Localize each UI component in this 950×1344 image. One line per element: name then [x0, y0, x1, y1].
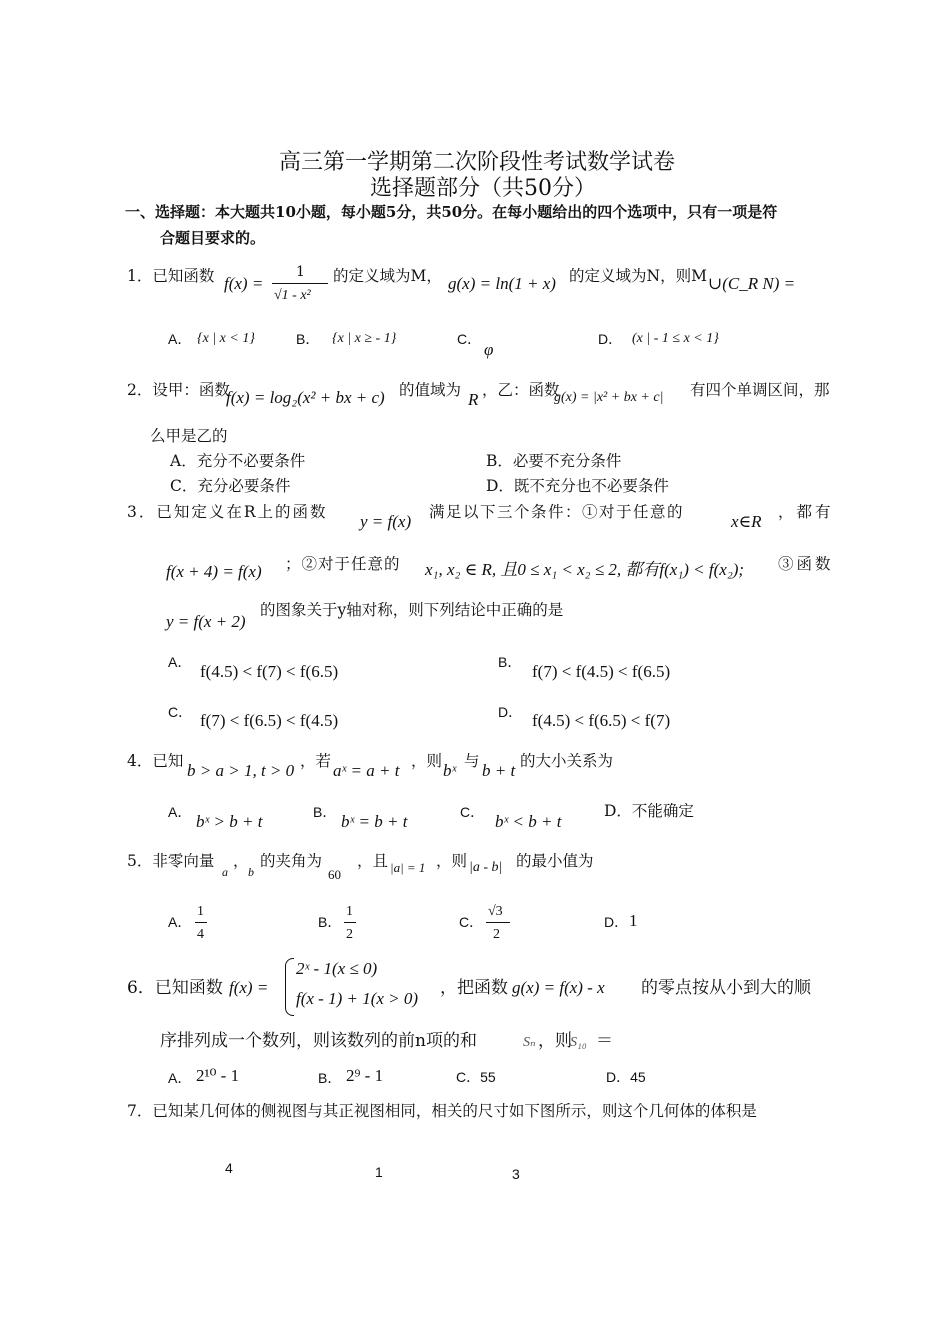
q3-option-c: f(7) < f(6.5) < f(4.5) [200, 711, 339, 730]
q2-range: R [468, 390, 479, 409]
q5-vector-b: b [248, 865, 254, 879]
q2-option-b: B．必要不充分条件 [486, 452, 622, 470]
q4-cond: b > a > 1, t > 0 [187, 761, 295, 780]
q1-fx: f(x) = [224, 274, 264, 293]
q1-option-a-label: A． [168, 331, 192, 347]
q7-dim-1: 1 [375, 1164, 383, 1180]
q4-eq: aˣ = a + t [333, 761, 400, 780]
q3-option-d-label: D． [498, 704, 523, 720]
q5-option-a-frac-line [195, 922, 207, 923]
q2-gx: g(x) = |x² + bx + c| [554, 390, 664, 405]
q1-set-expr: ∪(C_R N) = [708, 274, 796, 293]
q4-option-a: bˣ > b + t [196, 812, 263, 831]
q5-option-c-label: C． [459, 914, 484, 930]
q5-option-d-label: D． [604, 914, 629, 930]
q4-option-d: D．不能确定 [604, 802, 694, 820]
q6-equals: ＝ [596, 1031, 613, 1051]
q1-stem-mid: 的定义域为M， [333, 267, 442, 285]
q7-dim-3: 3 [512, 1166, 520, 1182]
q5-option-c-den: 2 [493, 927, 500, 942]
q2-stem-mid2: ，乙：函数 [482, 381, 560, 399]
q6-gx: g(x) = f(x) - x [512, 978, 605, 997]
q5-option-b-num: 1 [346, 904, 353, 919]
q2-stem-post: 有四个单调区间，那 [690, 381, 830, 399]
q5-expr: |a - b| [469, 860, 503, 875]
q6-option-b: 2⁹ - 1 [346, 1066, 384, 1085]
section-instructions-line1: 一、选择题：本大题共10小题，每小题5分，共50分。在每小题给出的四个选项中，只有一项是符 [125, 203, 778, 221]
q7-stem: 7．已知某几何体的侧视图与其正视图相同，相关的尺寸如下图所示，则这个几何体的体积是 [127, 1102, 757, 1120]
q6-stem-post: 的零点按从小到大的顺 [641, 978, 811, 998]
q3-yf: y = f(x) [360, 512, 412, 531]
q1-option-a: {x | x < 1} [197, 331, 255, 346]
q5-option-c-num: √3 [488, 904, 503, 919]
q5-comma: ， [233, 852, 249, 870]
q6-Sn: Sₙ [523, 1035, 536, 1050]
q1-option-c: φ [484, 340, 494, 359]
section-instructions-line2: 合题目要求的。 [160, 229, 266, 247]
q5-option-c-frac-line [486, 922, 510, 923]
q5-stem-post: 的最小值为 [516, 852, 594, 870]
q1-gx: g(x) = ln(1 + x) [448, 274, 556, 293]
q6-brace [285, 958, 294, 1016]
q3-option-b: f(7) < f(4.5) < f(6.5) [532, 662, 671, 681]
q5-option-a-den: 4 [197, 927, 204, 942]
q1-option-c-label: C． [457, 331, 482, 347]
q3-option-b-label: B． [498, 654, 522, 670]
q4-bx: bˣ [443, 761, 457, 780]
q6-stem-line2: 序排列成一个数列，则该数列的前n项的和 [160, 1031, 477, 1051]
q5-angle: 60 [328, 867, 341, 882]
q3-xR: x∈R [731, 512, 762, 531]
q3-stem-pre: 3．已知定义在R上的函数 [127, 503, 328, 521]
q6-option-b-label: B． [318, 1070, 342, 1086]
q5-stem-pre: 5．非零向量 [127, 852, 215, 870]
q5-vector-a: a [222, 865, 228, 879]
q3-stem-mid: 满足以下三个条件：①对于任意的 [429, 503, 685, 521]
q3-yf2: y = f(x + 2) [166, 612, 246, 631]
q1-frac-line [272, 283, 328, 284]
q3-option-d: f(4.5) < f(6.5) < f(7) [532, 711, 671, 730]
q5-option-a-label: A． [168, 914, 192, 930]
q4-option-c: bˣ < b + t [495, 812, 562, 831]
q5-option-d: 1 [629, 911, 638, 930]
q4-stem-yu: 与 [464, 752, 480, 770]
q6-option-a: 2¹⁰ - 1 [196, 1066, 240, 1085]
q4-option-b-label: B． [313, 804, 337, 820]
q1-frac-den: √1 - x² [274, 288, 311, 303]
q1-option-d-label: D． [598, 331, 623, 347]
q3-option-a: f(4.5) < f(7) < f(6.5) [200, 662, 339, 681]
q2-stem-mid: 的值域为 [399, 381, 462, 399]
q5-norm: |a| = 1 [390, 860, 426, 875]
q5-option-b-label: B． [318, 914, 342, 930]
q5-stem-mid2: ，且 [357, 852, 389, 870]
q2-stem-pre: 2．设甲：函数 [127, 381, 230, 399]
q4-stem-post: 的大小关系为 [520, 752, 614, 770]
q2-option-c: C．充分必要条件 [170, 477, 291, 495]
q4-stem-pre: 4．已知 [127, 752, 184, 770]
q1-stem-post: 的定义域为N，则M [569, 267, 707, 285]
q6-stem-pre: 6．已知函数 [127, 978, 223, 998]
q6-option-c: C．55 [456, 1069, 496, 1085]
q3-stem-line3: 的图象关于y轴对称，则下列结论中正确的是 [260, 601, 564, 619]
q5-stem-mid3: ，则 [436, 852, 468, 870]
q4-stem-mid2: ，则 [411, 752, 443, 770]
q3-stem-post: ，都有 [778, 503, 834, 521]
q1-option-d: (x | - 1 ≤ x < 1} [632, 331, 719, 346]
q6-case1: 2ˣ - 1(x ≤ 0) [296, 959, 378, 978]
q6-option-a-label: A． [168, 1070, 192, 1086]
q2-option-a: A．充分不必要条件 [170, 452, 306, 470]
q6-fx: f(x) = [229, 978, 269, 997]
q3-cond2: x₁, x₂ ∈ R, 且0 ≤ x₁ < x₂ ≤ 2, 都有f(x₁) < f(x₂); [425, 560, 745, 579]
q5-option-a-num: 1 [197, 904, 204, 919]
q3-cond1: f(x + 4) = f(x) [166, 562, 262, 581]
q5-option-b-den: 2 [346, 927, 353, 942]
q4-option-a-label: A． [168, 804, 192, 820]
q2-option-d: D．既不充分也不必要条件 [486, 477, 669, 495]
q4-option-b: bˣ = b + t [341, 812, 408, 831]
q1-frac-num: 1 [296, 264, 305, 280]
q4-stem-mid: ，若 [300, 752, 332, 770]
page-title: 高三第一学期第二次阶段性考试数学试卷 [279, 150, 676, 175]
q6-option-d: D．45 [606, 1069, 646, 1085]
q5-stem-mid: 的夹角为 [260, 852, 323, 870]
q3-cond3: ③函数 [778, 555, 834, 573]
q3-option-c-label: C． [168, 704, 193, 720]
q6-stem-line2b: ，则 [538, 1031, 572, 1051]
q7-dim-4: 4 [225, 1160, 233, 1176]
q2-stem-line2: 么甲是乙的 [150, 427, 228, 445]
q4-option-c-label: C． [460, 804, 485, 820]
q1-stem-pre: 1．已知函数 [127, 267, 215, 285]
q4-bt: b + t [482, 761, 516, 780]
q6-case2: f(x - 1) + 1(x > 0) [296, 989, 419, 1008]
q5-option-b-frac-line [344, 922, 356, 923]
q6-S10: S₁₀ [570, 1035, 587, 1050]
q6-stem-mid: ，把函数 [440, 978, 508, 998]
q1-option-b-label: B． [296, 331, 320, 347]
q2-fx: f(x) = log₂(x² + bx + c) [226, 388, 385, 407]
q1-option-b: {x | x ≥ - 1} [332, 331, 397, 346]
page-subtitle: 选择题部分（共50分） [370, 176, 596, 201]
q3-cond2-pre: ；②对于任意的 [285, 555, 401, 573]
q3-option-a-label: A． [168, 654, 192, 670]
